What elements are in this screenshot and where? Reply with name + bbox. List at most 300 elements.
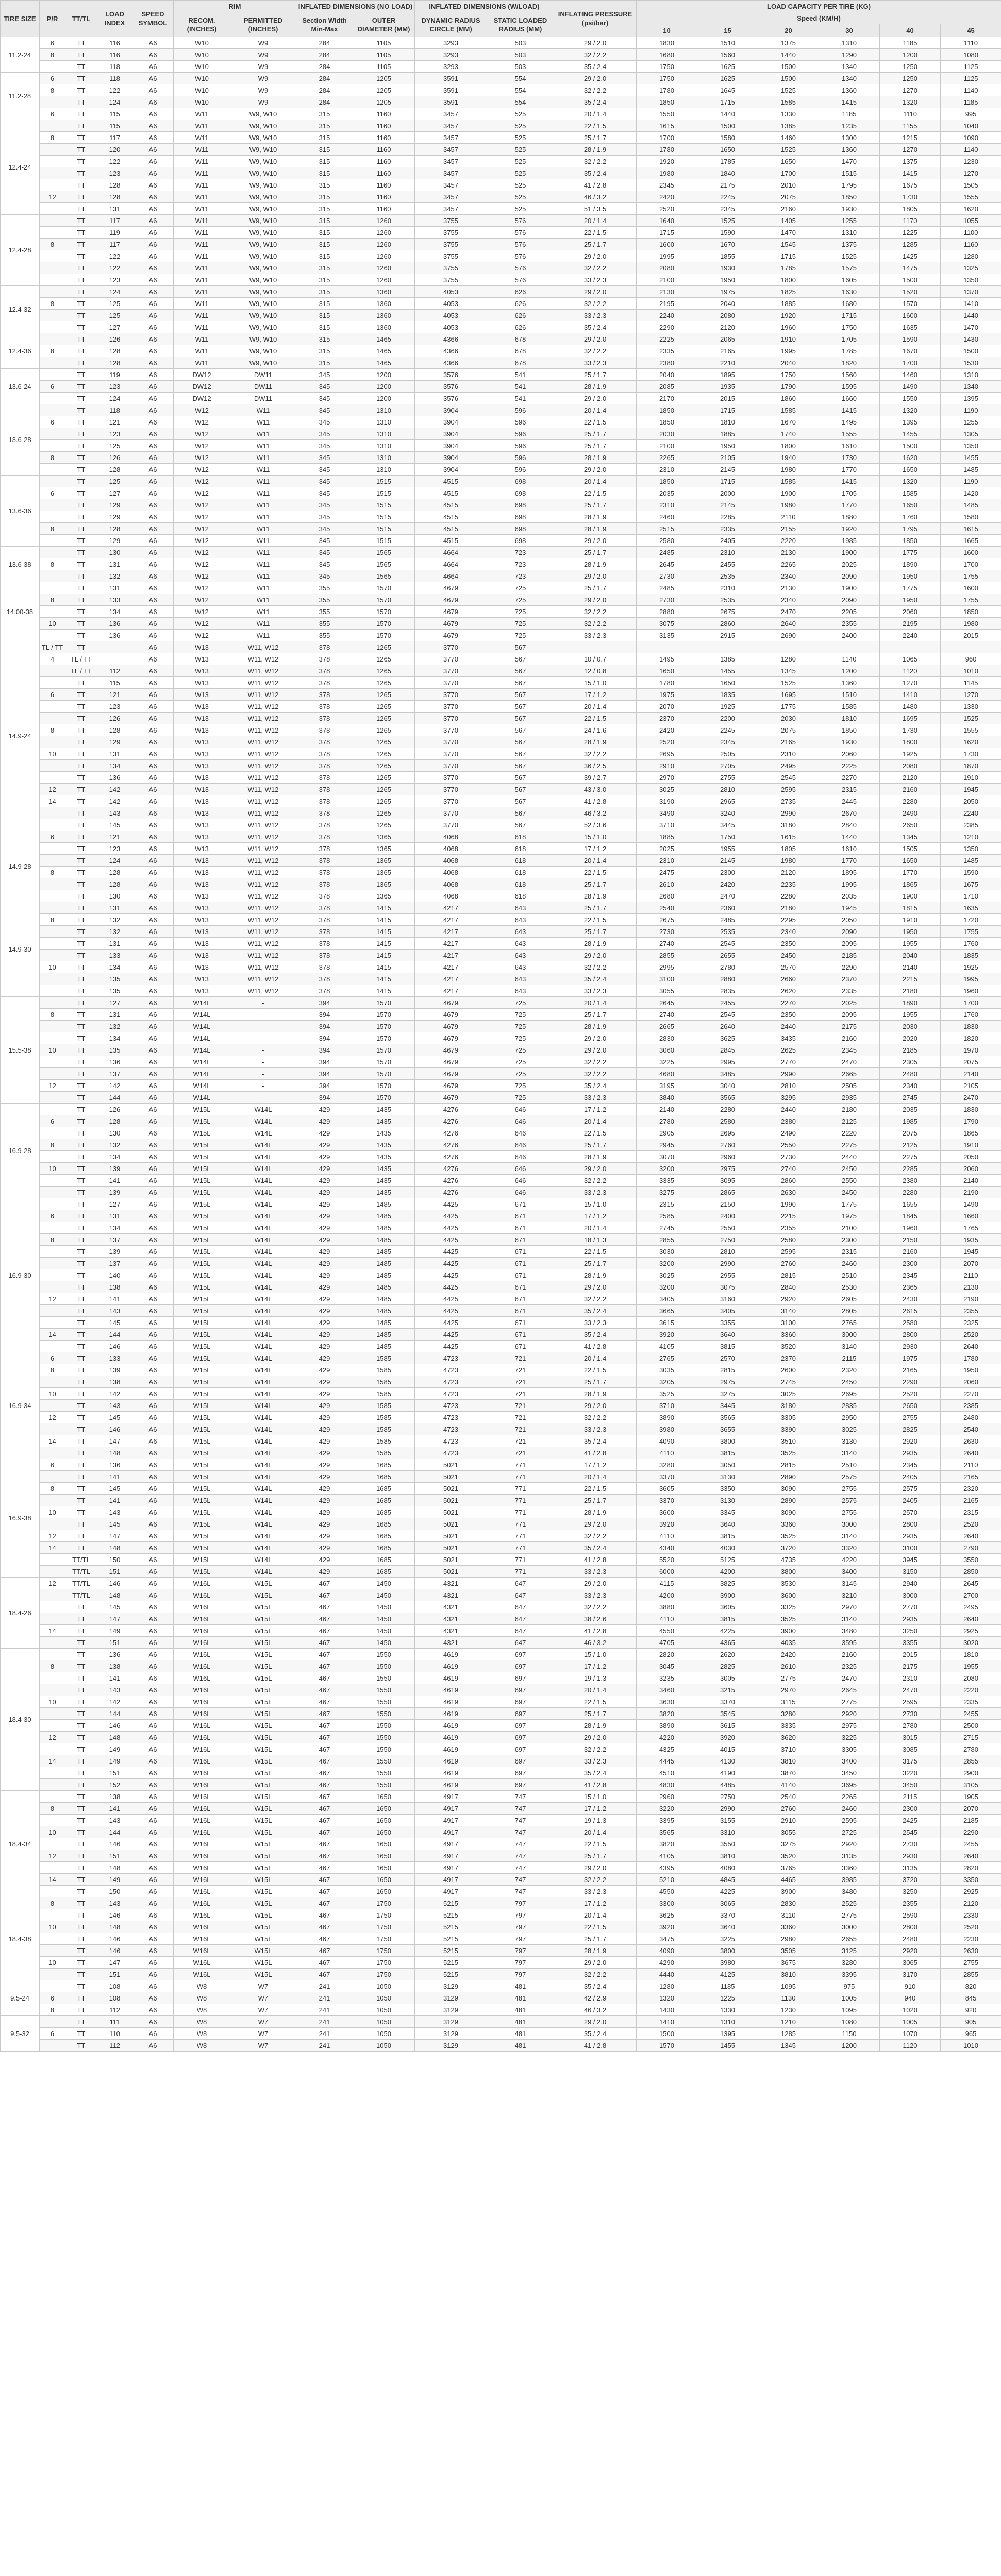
load-45-cell: 2110 xyxy=(941,1269,1001,1281)
pr-cell: 8 xyxy=(40,867,65,878)
table-row xyxy=(1,61,1001,73)
load-15-cell: 2345 xyxy=(697,736,758,748)
load-30-cell: 1140 xyxy=(819,653,880,665)
speed-symbol-cell: A6 xyxy=(132,250,174,262)
inflating-pressure-cell: 22 / 1.5 xyxy=(554,1921,637,1933)
speed-symbol-cell: A6 xyxy=(132,476,174,487)
outer-diameter-cell: 1750 xyxy=(353,1909,415,1921)
load-index-cell: 123 xyxy=(97,428,132,440)
pr-cell xyxy=(40,665,65,677)
load-10-cell: 2740 xyxy=(637,1009,697,1021)
load-30-cell: 3025 xyxy=(819,1423,880,1435)
load-45-cell: 1055 xyxy=(941,215,1001,227)
load-10-cell: 2520 xyxy=(637,203,697,215)
load-10-cell: 3625 xyxy=(637,1909,697,1921)
load-40-cell: 2080 xyxy=(880,760,941,772)
load-index-cell: 139 xyxy=(97,1364,132,1376)
pr-cell: 10 xyxy=(40,1388,65,1400)
load-index-cell: 136 xyxy=(97,1459,132,1471)
rim-permitted-cell: W15L xyxy=(230,1755,296,1767)
load-30-cell: 3125 xyxy=(819,1945,880,1957)
outer-diameter-cell: 1415 xyxy=(353,950,415,961)
rim-recom-cell: W15L xyxy=(174,1293,230,1305)
load-15-cell: 1385 xyxy=(697,653,758,665)
dynamic-radius-cell: 5021 xyxy=(415,1495,487,1506)
load-index-cell: 136 xyxy=(97,772,132,784)
load-30-cell: 1630 xyxy=(819,286,880,298)
load-30-cell: 3400 xyxy=(819,1566,880,1578)
load-40-cell: 1845 xyxy=(880,1210,941,1222)
pr-cell xyxy=(40,120,65,132)
tt-tl-cell: TT xyxy=(65,416,97,428)
load-20-cell: 3115 xyxy=(758,1696,819,1708)
speed-symbol-cell: A6 xyxy=(132,404,174,416)
section-width-cell: 429 xyxy=(296,1471,353,1483)
rim-permitted-cell: W11 xyxy=(230,404,296,416)
load-10-cell: 1280 xyxy=(637,1980,697,1992)
load-40-cell: 2365 xyxy=(880,1281,941,1293)
dynamic-radius-cell: 4425 xyxy=(415,1210,487,1222)
pr-cell: 8 xyxy=(40,345,65,357)
static-radius-cell: 596 xyxy=(487,452,554,464)
rim-permitted-cell: W14L xyxy=(230,1341,296,1352)
load-10-cell: 1780 xyxy=(637,144,697,156)
tt-tl-cell: TT xyxy=(65,2004,97,2016)
inflating-pressure-cell: 41 / 2.8 xyxy=(554,1779,637,1791)
speed-symbol-cell: A6 xyxy=(132,878,174,890)
load-15-cell: 2995 xyxy=(697,1056,758,1068)
rim-recom-cell: W13 xyxy=(174,878,230,890)
speed-symbol-cell: A6 xyxy=(132,914,174,926)
load-index-cell: 142 xyxy=(97,1696,132,1708)
tt-tl-cell: TT xyxy=(65,689,97,701)
table-row xyxy=(1,1483,1001,1495)
load-index-cell: 134 xyxy=(97,606,132,618)
outer-diameter-cell: 1050 xyxy=(353,2040,415,2052)
static-radius-cell: 678 xyxy=(487,357,554,369)
rim-recom-cell: W16L xyxy=(174,1838,230,1850)
load-45-cell: 2900 xyxy=(941,1767,1001,1779)
load-30-cell: 1005 xyxy=(819,1992,880,2004)
tt-tl-cell: TT xyxy=(65,1459,97,1471)
inflating-pressure-cell: 25 / 1.7 xyxy=(554,926,637,938)
load-40-cell: 2930 xyxy=(880,1850,941,1862)
load-30-cell: 3130 xyxy=(819,1435,880,1447)
tt-tl-cell: TT/TL xyxy=(65,1566,97,1578)
section-width-cell: 429 xyxy=(296,1127,353,1139)
section-width-cell: 467 xyxy=(296,1850,353,1862)
table-row xyxy=(1,772,1001,784)
load-15-cell: 3370 xyxy=(697,1909,758,1921)
pr-cell xyxy=(40,1400,65,1412)
table-row xyxy=(1,831,1001,843)
tt-tl-cell: TT xyxy=(65,37,97,49)
load-15-cell: 3605 xyxy=(697,1601,758,1613)
rim-permitted-cell: W9, W10 xyxy=(230,179,296,191)
load-30-cell: 1415 xyxy=(819,96,880,108)
outer-diameter-cell: 1435 xyxy=(353,1163,415,1175)
section-width-cell: 355 xyxy=(296,618,353,630)
tt-tl-cell: TT xyxy=(65,1435,97,1447)
pr-cell: 6 xyxy=(40,689,65,701)
load-index-cell: 135 xyxy=(97,985,132,997)
tt-tl-cell: TT xyxy=(65,381,97,393)
section-width-cell: 394 xyxy=(296,1068,353,1080)
speed-symbol-cell: A6 xyxy=(132,1767,174,1779)
outer-diameter-cell: 1200 xyxy=(353,369,415,381)
load-20-cell: 4140 xyxy=(758,1779,819,1791)
tt-tl-cell: TT xyxy=(65,1969,97,1980)
load-45-cell: 845 xyxy=(941,1992,1001,2004)
static-radius-cell: 567 xyxy=(487,807,554,819)
load-index-cell: 118 xyxy=(97,73,132,84)
rim-recom-cell: W10 xyxy=(174,37,230,49)
load-20-cell: 2215 xyxy=(758,1210,819,1222)
rim-permitted-cell: - xyxy=(230,1009,296,1021)
rim-recom-cell: W15L xyxy=(174,1400,230,1412)
load-15-cell: 2300 xyxy=(697,867,758,878)
section-width-cell: 429 xyxy=(296,1495,353,1506)
pr-cell xyxy=(40,1495,65,1506)
section-width-cell: 394 xyxy=(296,1032,353,1044)
load-45-cell: 1600 xyxy=(941,582,1001,594)
dynamic-radius-cell: 4276 xyxy=(415,1104,487,1115)
load-45-cell: 1590 xyxy=(941,867,1001,878)
section-width-cell: 429 xyxy=(296,1412,353,1423)
load-15-cell: 2915 xyxy=(697,630,758,641)
speed-symbol-cell: A6 xyxy=(132,606,174,618)
dynamic-radius-cell: 4619 xyxy=(415,1684,487,1696)
inflating-pressure-cell: 17 / 1.2 xyxy=(554,843,637,855)
speed-symbol-cell: A6 xyxy=(132,1613,174,1625)
speed-symbol-cell: A6 xyxy=(132,1732,174,1743)
load-10-cell: 2520 xyxy=(637,736,697,748)
load-10-cell: 2240 xyxy=(637,310,697,321)
load-15-cell: 2420 xyxy=(697,878,758,890)
load-30-cell: 1770 xyxy=(819,464,880,476)
tt-tl-cell: TL / TT xyxy=(65,653,97,665)
tt-tl-cell: TT xyxy=(65,1293,97,1305)
load-30-cell: 2670 xyxy=(819,807,880,819)
tt-tl-cell: TT xyxy=(65,1352,97,1364)
table-row xyxy=(1,215,1001,227)
tt-tl-cell: TT xyxy=(65,1921,97,1933)
load-10-cell: 1750 xyxy=(637,61,697,73)
load-40-cell: 1815 xyxy=(880,902,941,914)
section-width-cell: 284 xyxy=(296,61,353,73)
load-30-cell: 3135 xyxy=(819,1850,880,1862)
load-45-cell: 1615 xyxy=(941,523,1001,535)
section-width-cell: 429 xyxy=(296,1483,353,1495)
load-15-cell: 2175 xyxy=(697,179,758,191)
load-20-cell: 3280 xyxy=(758,1708,819,1720)
dynamic-radius-cell: 4425 xyxy=(415,1258,487,1269)
load-45-cell: 2850 xyxy=(941,1566,1001,1578)
load-10-cell: 1850 xyxy=(637,404,697,416)
inflating-pressure-cell: 35 / 2.4 xyxy=(554,1080,637,1092)
static-radius-cell: 725 xyxy=(487,618,554,630)
inflating-pressure-cell: 25 / 1.7 xyxy=(554,440,637,452)
rim-recom-cell: W14L xyxy=(174,1021,230,1032)
load-45-cell: 1810 xyxy=(941,1649,1001,1660)
rim-recom-cell: W13 xyxy=(174,701,230,713)
load-30-cell: 3140 xyxy=(819,1613,880,1625)
rim-permitted-cell: W11, W12 xyxy=(230,890,296,902)
load-40-cell: 1225 xyxy=(880,227,941,239)
dynamic-radius-cell: 3129 xyxy=(415,2004,487,2016)
load-30-cell: 1525 xyxy=(819,250,880,262)
load-30-cell: 2370 xyxy=(819,973,880,985)
section-width-cell: 345 xyxy=(296,393,353,404)
load-index-cell: 112 xyxy=(97,2040,132,2052)
load-15-cell: 1750 xyxy=(697,831,758,843)
load-40-cell: 1120 xyxy=(880,665,941,677)
section-width-cell: 345 xyxy=(296,440,353,452)
load-45-cell: 2755 xyxy=(941,1957,1001,1969)
rim-recom-cell: W13 xyxy=(174,677,230,689)
load-index-cell: 137 xyxy=(97,1068,132,1080)
load-45-cell: 1790 xyxy=(941,1115,1001,1127)
tt-tl-cell: TT xyxy=(65,452,97,464)
load-10-cell: 3035 xyxy=(637,1364,697,1376)
pr-cell xyxy=(40,61,65,73)
load-20-cell: 3900 xyxy=(758,1625,819,1637)
load-15-cell: 2210 xyxy=(697,357,758,369)
load-15-cell: 3815 xyxy=(697,1341,758,1352)
rim-permitted-cell: - xyxy=(230,997,296,1009)
rim-permitted-cell: W11 xyxy=(230,499,296,511)
table-row xyxy=(1,1305,1001,1317)
tire-size-cell: 11.2-24 xyxy=(1,37,40,73)
outer-diameter-cell: 1750 xyxy=(353,1897,415,1909)
dynamic-radius-cell: 4425 xyxy=(415,1293,487,1305)
table-row xyxy=(1,440,1001,452)
dynamic-radius-cell: 3770 xyxy=(415,736,487,748)
tt-tl-cell: TT xyxy=(65,1992,97,2004)
pr-cell: 6 xyxy=(40,1115,65,1127)
inflating-pressure-cell: 22 / 1.5 xyxy=(554,120,637,132)
rim-permitted-cell: W9, W10 xyxy=(230,321,296,333)
rim-recom-cell: W15L xyxy=(174,1530,230,1542)
dynamic-radius-cell: 3755 xyxy=(415,227,487,239)
dynamic-radius-cell: 4217 xyxy=(415,950,487,961)
load-15-cell: 1500 xyxy=(697,120,758,132)
rim-recom-cell: W8 xyxy=(174,1992,230,2004)
load-20-cell: 1440 xyxy=(758,49,819,61)
rim-recom-cell: W13 xyxy=(174,713,230,724)
dynamic-radius-cell: 4619 xyxy=(415,1649,487,1660)
table-row xyxy=(1,108,1001,120)
load-30-cell: 2290 xyxy=(819,961,880,973)
rim-recom-cell: W8 xyxy=(174,2004,230,2016)
load-45-cell: 2855 xyxy=(941,1755,1001,1767)
outer-diameter-cell: 1650 xyxy=(353,1826,415,1838)
load-10-cell: 2370 xyxy=(637,713,697,724)
load-40-cell: 2280 xyxy=(880,1187,941,1198)
static-radius-cell: 771 xyxy=(487,1471,554,1483)
load-10-cell: 4325 xyxy=(637,1743,697,1755)
dynamic-radius-cell: 4619 xyxy=(415,1696,487,1708)
table-row xyxy=(1,1222,1001,1234)
table-row xyxy=(1,416,1001,428)
inflating-pressure-cell: 22 / 1.5 xyxy=(554,1127,637,1139)
pr-cell xyxy=(40,1684,65,1696)
section-width-cell: 241 xyxy=(296,1992,353,2004)
tire-size-cell: 16.9-38 xyxy=(1,1459,40,1578)
speed-symbol-cell: A6 xyxy=(132,345,174,357)
load-15-cell: 3815 xyxy=(697,1447,758,1459)
speed-symbol-cell: A6 xyxy=(132,1032,174,1044)
load-30-cell: 1555 xyxy=(819,428,880,440)
load-30-cell: 2755 xyxy=(819,1506,880,1518)
tt-tl-cell: TT xyxy=(65,1530,97,1542)
static-radius-cell: 647 xyxy=(487,1601,554,1613)
section-width-cell: 429 xyxy=(296,1210,353,1222)
load-40-cell: 1065 xyxy=(880,653,941,665)
load-30-cell: 2445 xyxy=(819,795,880,807)
inflating-pressure-cell: 41 / 2.8 xyxy=(554,795,637,807)
rim-permitted-cell: W11, W12 xyxy=(230,760,296,772)
inflating-pressure-cell: 33 / 2.3 xyxy=(554,310,637,321)
rim-recom-cell: W13 xyxy=(174,819,230,831)
load-30-cell: 1930 xyxy=(819,736,880,748)
load-20-cell: 3090 xyxy=(758,1506,819,1518)
section-width-cell: 378 xyxy=(296,902,353,914)
outer-diameter-cell: 1585 xyxy=(353,1376,415,1388)
table-row xyxy=(1,1151,1001,1163)
load-20-cell: 1920 xyxy=(758,310,819,321)
outer-diameter-cell: 1160 xyxy=(353,179,415,191)
tt-tl-cell: TT xyxy=(65,1803,97,1815)
rim-recom-cell: W11 xyxy=(174,132,230,144)
load-10-cell: 1885 xyxy=(637,831,697,843)
outer-diameter-cell: 1515 xyxy=(353,535,415,547)
load-30-cell: 1605 xyxy=(819,274,880,286)
inflating-pressure-cell: 32 / 2.2 xyxy=(554,606,637,618)
pr-cell: 8 xyxy=(40,1139,65,1151)
load-15-cell: 4365 xyxy=(697,1637,758,1649)
inflating-pressure-cell: 29 / 2.0 xyxy=(554,535,637,547)
pr-cell xyxy=(40,1518,65,1530)
pr-cell: 10 xyxy=(40,1921,65,1933)
speed-symbol-cell: A6 xyxy=(132,713,174,724)
load-15-cell: 3240 xyxy=(697,807,758,819)
tt-tl-cell: TT xyxy=(65,547,97,558)
load-45-cell: 1910 xyxy=(941,1139,1001,1151)
rim-permitted-cell: W11, W12 xyxy=(230,914,296,926)
tt-tl-cell: TT xyxy=(65,760,97,772)
load-10-cell: 3890 xyxy=(637,1720,697,1732)
static-radius-cell: 698 xyxy=(487,523,554,535)
load-15-cell: 3040 xyxy=(697,1080,758,1092)
inflating-pressure-cell: 25 / 1.7 xyxy=(554,878,637,890)
tt-tl-cell: TT xyxy=(65,523,97,535)
pr-cell: 6 xyxy=(40,1992,65,2004)
dynamic-radius-cell: 3457 xyxy=(415,120,487,132)
load-20-cell: 2340 xyxy=(758,594,819,606)
load-30-cell: 1080 xyxy=(819,2016,880,2028)
table-row xyxy=(1,1992,1001,2004)
dynamic-radius-cell: 4053 xyxy=(415,310,487,321)
rim-recom-cell: W16L xyxy=(174,1743,230,1755)
load-30-cell: 2025 xyxy=(819,558,880,570)
static-radius-cell: 797 xyxy=(487,1945,554,1957)
rim-permitted-cell: W15L xyxy=(230,1743,296,1755)
header-speed-20: 20 xyxy=(758,24,819,37)
tt-tl-cell: TT xyxy=(65,973,97,985)
tt-tl-cell: TT xyxy=(65,724,97,736)
load-40-cell: 2730 xyxy=(880,1708,941,1720)
load-15-cell: 2755 xyxy=(697,772,758,784)
load-30-cell: 2970 xyxy=(819,1601,880,1613)
outer-diameter-cell: 1650 xyxy=(353,1838,415,1850)
load-40-cell: 3250 xyxy=(880,1625,941,1637)
tt-tl-cell: TT xyxy=(65,345,97,357)
table-row xyxy=(1,985,1001,997)
rim-recom-cell: W14L xyxy=(174,1044,230,1056)
load-index-cell: 131 xyxy=(97,582,132,594)
load-index-cell: 122 xyxy=(97,156,132,167)
load-index-cell: 131 xyxy=(97,1009,132,1021)
pr-cell: 8 xyxy=(40,914,65,926)
load-45-cell: 2290 xyxy=(941,1826,1001,1838)
outer-diameter-cell: 1105 xyxy=(353,49,415,61)
load-40-cell: 2305 xyxy=(880,1056,941,1068)
rim-permitted-cell: W11 xyxy=(230,630,296,641)
inflating-pressure-cell: 32 / 2.2 xyxy=(554,961,637,973)
load-30-cell: 1185 xyxy=(819,108,880,120)
tt-tl-cell: TT xyxy=(65,1423,97,1435)
load-45-cell: 1710 xyxy=(941,890,1001,902)
rim-recom-cell: W15L xyxy=(174,1483,230,1495)
load-index-cell: 131 xyxy=(97,1210,132,1222)
load-20-cell: 4465 xyxy=(758,1874,819,1886)
rim-permitted-cell: W14L xyxy=(230,1459,296,1471)
table-row xyxy=(1,902,1001,914)
static-radius-cell: 643 xyxy=(487,902,554,914)
rim-recom-cell: W11 xyxy=(174,357,230,369)
load-index-cell: 130 xyxy=(97,1127,132,1139)
inflating-pressure-cell: 32 / 2.2 xyxy=(554,1743,637,1755)
dynamic-radius-cell: 4425 xyxy=(415,1329,487,1341)
load-10-cell: 4110 xyxy=(637,1530,697,1542)
tt-tl-cell: TT xyxy=(65,784,97,795)
load-10-cell: 3190 xyxy=(637,795,697,807)
load-15-cell: 3445 xyxy=(697,1400,758,1412)
load-10-cell: 1780 xyxy=(637,677,697,689)
static-radius-cell: 647 xyxy=(487,1578,554,1589)
tt-tl-cell: TT xyxy=(65,1897,97,1909)
load-30-cell: 2775 xyxy=(819,1909,880,1921)
load-index-cell: 130 xyxy=(97,890,132,902)
load-index-cell: 145 xyxy=(97,819,132,831)
section-width-cell: 315 xyxy=(296,262,353,274)
inflating-pressure-cell: 38 / 2.6 xyxy=(554,1613,637,1625)
load-10-cell: 2335 xyxy=(637,345,697,357)
dynamic-radius-cell: 3770 xyxy=(415,760,487,772)
table-row xyxy=(1,1068,1001,1080)
section-width-cell: 345 xyxy=(296,381,353,393)
inflating-pressure-cell: 17 / 1.2 xyxy=(554,1459,637,1471)
load-45-cell: 2325 xyxy=(941,1317,1001,1329)
load-15-cell: 3225 xyxy=(697,1933,758,1945)
static-radius-cell: 646 xyxy=(487,1139,554,1151)
load-45-cell: 2640 xyxy=(941,1613,1001,1625)
load-30-cell: 1750 xyxy=(819,321,880,333)
rim-recom-cell: W11 xyxy=(174,215,230,227)
static-radius-cell: 747 xyxy=(487,1874,554,1886)
inflating-pressure-cell: 32 / 2.2 xyxy=(554,1601,637,1613)
